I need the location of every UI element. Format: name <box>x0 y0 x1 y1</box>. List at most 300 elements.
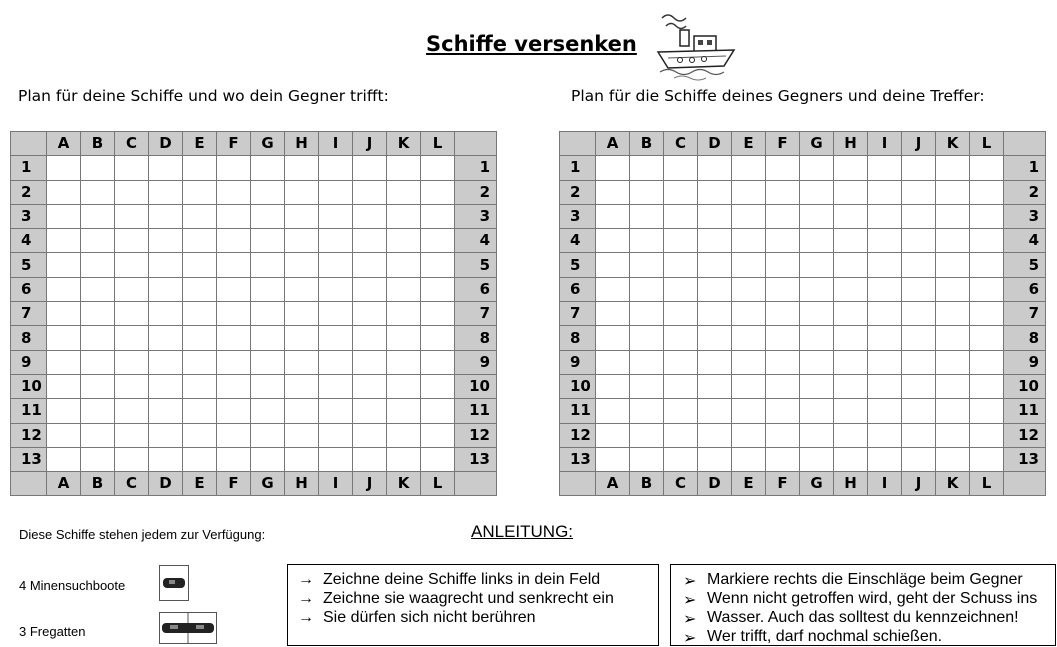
grid-cell-J8[interactable] <box>353 326 387 350</box>
grid-cell-B4[interactable] <box>630 229 664 253</box>
grid-cell-H6[interactable] <box>834 277 868 301</box>
grid-cell-J2[interactable] <box>353 180 387 204</box>
grid-cell-D6[interactable] <box>698 277 732 301</box>
grid-cell-L1[interactable] <box>421 156 455 180</box>
grid-cell-K8[interactable] <box>387 326 421 350</box>
grid-cell-G1[interactable] <box>251 156 285 180</box>
grid-cell-G11[interactable] <box>251 399 285 423</box>
grid-cell-F5[interactable] <box>766 253 800 277</box>
grid-cell-J5[interactable] <box>902 253 936 277</box>
grid-cell-G10[interactable] <box>800 374 834 398</box>
grid-cell-L9[interactable] <box>421 350 455 374</box>
grid-cell-G6[interactable] <box>800 277 834 301</box>
grid-cell-G12[interactable] <box>251 423 285 447</box>
grid-cell-E4[interactable] <box>183 229 217 253</box>
grid-cell-G12[interactable] <box>800 423 834 447</box>
grid-cell-A6[interactable] <box>47 277 81 301</box>
grid-cell-I11[interactable] <box>319 399 353 423</box>
grid-cell-J13[interactable] <box>902 447 936 471</box>
grid-cell-K4[interactable] <box>936 229 970 253</box>
grid-cell-F5[interactable] <box>217 253 251 277</box>
grid-cell-B11[interactable] <box>81 399 115 423</box>
grid-cell-A9[interactable] <box>596 350 630 374</box>
grid-cell-F8[interactable] <box>766 326 800 350</box>
grid-cell-K3[interactable] <box>936 204 970 228</box>
grid-cell-L2[interactable] <box>970 180 1004 204</box>
grid-cell-C2[interactable] <box>115 180 149 204</box>
grid-cell-F12[interactable] <box>766 423 800 447</box>
grid-cell-C10[interactable] <box>664 374 698 398</box>
grid-cell-H1[interactable] <box>285 156 319 180</box>
grid-cell-K4[interactable] <box>387 229 421 253</box>
grid-cell-D13[interactable] <box>698 447 732 471</box>
grid-cell-A4[interactable] <box>596 229 630 253</box>
grid-cell-E4[interactable] <box>732 229 766 253</box>
grid-cell-G4[interactable] <box>251 229 285 253</box>
grid-cell-E10[interactable] <box>183 374 217 398</box>
grid-cell-K7[interactable] <box>387 302 421 326</box>
grid-cell-F7[interactable] <box>766 302 800 326</box>
grid-cell-E9[interactable] <box>732 350 766 374</box>
grid-cell-C6[interactable] <box>664 277 698 301</box>
grid-cell-F3[interactable] <box>217 204 251 228</box>
grid-cell-D11[interactable] <box>698 399 732 423</box>
grid-cell-I3[interactable] <box>319 204 353 228</box>
grid-cell-F6[interactable] <box>217 277 251 301</box>
grid-cell-I13[interactable] <box>868 447 902 471</box>
grid-cell-F6[interactable] <box>766 277 800 301</box>
grid-cell-K12[interactable] <box>387 423 421 447</box>
grid-cell-K3[interactable] <box>387 204 421 228</box>
grid-cell-C1[interactable] <box>115 156 149 180</box>
grid-cell-E7[interactable] <box>732 302 766 326</box>
grid-cell-B12[interactable] <box>630 423 664 447</box>
grid-cell-E13[interactable] <box>732 447 766 471</box>
grid-cell-E11[interactable] <box>732 399 766 423</box>
grid-cell-L8[interactable] <box>421 326 455 350</box>
grid-cell-J3[interactable] <box>353 204 387 228</box>
grid-cell-D5[interactable] <box>149 253 183 277</box>
grid-cell-B7[interactable] <box>81 302 115 326</box>
grid-cell-I10[interactable] <box>319 374 353 398</box>
grid-cell-C8[interactable] <box>115 326 149 350</box>
grid-cell-E6[interactable] <box>732 277 766 301</box>
grid-cell-F4[interactable] <box>766 229 800 253</box>
grid-cell-D1[interactable] <box>698 156 732 180</box>
grid-cell-E5[interactable] <box>183 253 217 277</box>
grid-cell-B9[interactable] <box>630 350 664 374</box>
grid-cell-L4[interactable] <box>970 229 1004 253</box>
grid-cell-E5[interactable] <box>732 253 766 277</box>
grid-cell-G7[interactable] <box>800 302 834 326</box>
grid-cell-G5[interactable] <box>800 253 834 277</box>
grid-cell-B11[interactable] <box>630 399 664 423</box>
grid-cell-H9[interactable] <box>834 350 868 374</box>
grid-cell-B6[interactable] <box>630 277 664 301</box>
grid-cell-I6[interactable] <box>319 277 353 301</box>
grid-cell-J4[interactable] <box>353 229 387 253</box>
grid-cell-G9[interactable] <box>251 350 285 374</box>
grid-cell-D8[interactable] <box>698 326 732 350</box>
grid-cell-G6[interactable] <box>251 277 285 301</box>
grid-cell-C1[interactable] <box>664 156 698 180</box>
grid-cell-I4[interactable] <box>868 229 902 253</box>
grid-cell-E13[interactable] <box>183 447 217 471</box>
grid-cell-A12[interactable] <box>47 423 81 447</box>
grid-cell-A2[interactable] <box>596 180 630 204</box>
grid-cell-I2[interactable] <box>319 180 353 204</box>
grid-cell-E1[interactable] <box>732 156 766 180</box>
grid-cell-G4[interactable] <box>800 229 834 253</box>
grid-cell-H4[interactable] <box>834 229 868 253</box>
grid-cell-E8[interactable] <box>732 326 766 350</box>
grid-cell-D10[interactable] <box>698 374 732 398</box>
grid-cell-D4[interactable] <box>698 229 732 253</box>
grid-cell-H13[interactable] <box>285 447 319 471</box>
grid-cell-I9[interactable] <box>319 350 353 374</box>
grid-cell-D9[interactable] <box>149 350 183 374</box>
grid-cell-H2[interactable] <box>285 180 319 204</box>
grid-cell-C10[interactable] <box>115 374 149 398</box>
grid-cell-K13[interactable] <box>936 447 970 471</box>
grid-cell-G3[interactable] <box>800 204 834 228</box>
grid-cell-H8[interactable] <box>285 326 319 350</box>
grid-cell-J9[interactable] <box>902 350 936 374</box>
grid-cell-B9[interactable] <box>81 350 115 374</box>
grid-cell-C4[interactable] <box>115 229 149 253</box>
grid-cell-J4[interactable] <box>902 229 936 253</box>
grid-cell-F1[interactable] <box>217 156 251 180</box>
grid-cell-G10[interactable] <box>251 374 285 398</box>
grid-cell-H6[interactable] <box>285 277 319 301</box>
grid-cell-A3[interactable] <box>596 204 630 228</box>
grid-cell-A5[interactable] <box>596 253 630 277</box>
grid-cell-L6[interactable] <box>970 277 1004 301</box>
grid-cell-C2[interactable] <box>664 180 698 204</box>
grid-cell-J1[interactable] <box>902 156 936 180</box>
grid-cell-H9[interactable] <box>285 350 319 374</box>
grid-cell-G5[interactable] <box>251 253 285 277</box>
grid-cell-K10[interactable] <box>387 374 421 398</box>
grid-cell-F13[interactable] <box>217 447 251 471</box>
grid-cell-B7[interactable] <box>630 302 664 326</box>
grid-cell-I9[interactable] <box>868 350 902 374</box>
grid-cell-I3[interactable] <box>868 204 902 228</box>
grid-cell-F12[interactable] <box>217 423 251 447</box>
grid-cell-H2[interactable] <box>834 180 868 204</box>
grid-cell-E11[interactable] <box>183 399 217 423</box>
grid-cell-G8[interactable] <box>800 326 834 350</box>
grid-cell-A12[interactable] <box>596 423 630 447</box>
grid-cell-B6[interactable] <box>81 277 115 301</box>
grid-cell-K1[interactable] <box>387 156 421 180</box>
grid-cell-G13[interactable] <box>251 447 285 471</box>
grid-cell-C11[interactable] <box>115 399 149 423</box>
grid-cell-G11[interactable] <box>800 399 834 423</box>
grid-cell-F2[interactable] <box>766 180 800 204</box>
grid-cell-L1[interactable] <box>970 156 1004 180</box>
grid-cell-E12[interactable] <box>732 423 766 447</box>
grid-cell-E6[interactable] <box>183 277 217 301</box>
grid-cell-B1[interactable] <box>81 156 115 180</box>
grid-cell-J10[interactable] <box>353 374 387 398</box>
grid-cell-L4[interactable] <box>421 229 455 253</box>
grid-cell-E3[interactable] <box>183 204 217 228</box>
grid-cell-F8[interactable] <box>217 326 251 350</box>
grid-cell-A8[interactable] <box>47 326 81 350</box>
grid-cell-A10[interactable] <box>47 374 81 398</box>
grid-cell-F4[interactable] <box>217 229 251 253</box>
grid-cell-H5[interactable] <box>834 253 868 277</box>
grid-cell-L8[interactable] <box>970 326 1004 350</box>
grid-cell-J6[interactable] <box>902 277 936 301</box>
grid-cell-B13[interactable] <box>630 447 664 471</box>
grid-cell-C12[interactable] <box>664 423 698 447</box>
grid-cell-G8[interactable] <box>251 326 285 350</box>
grid-cell-F1[interactable] <box>766 156 800 180</box>
grid-cell-H7[interactable] <box>834 302 868 326</box>
grid-cell-B12[interactable] <box>81 423 115 447</box>
grid-cell-A2[interactable] <box>47 180 81 204</box>
grid-cell-K11[interactable] <box>936 399 970 423</box>
grid-cell-B2[interactable] <box>81 180 115 204</box>
grid-cell-I4[interactable] <box>319 229 353 253</box>
grid-cell-I5[interactable] <box>319 253 353 277</box>
grid-cell-A9[interactable] <box>47 350 81 374</box>
grid-cell-K6[interactable] <box>387 277 421 301</box>
grid-cell-K5[interactable] <box>936 253 970 277</box>
grid-cell-A1[interactable] <box>596 156 630 180</box>
grid-cell-G3[interactable] <box>251 204 285 228</box>
grid-cell-E7[interactable] <box>183 302 217 326</box>
grid-cell-F11[interactable] <box>217 399 251 423</box>
grid-cell-G1[interactable] <box>800 156 834 180</box>
grid-cell-L3[interactable] <box>421 204 455 228</box>
grid-cell-B10[interactable] <box>81 374 115 398</box>
grid-cell-D2[interactable] <box>698 180 732 204</box>
grid-cell-B2[interactable] <box>630 180 664 204</box>
grid-cell-K7[interactable] <box>936 302 970 326</box>
grid-cell-L3[interactable] <box>970 204 1004 228</box>
grid-cell-K1[interactable] <box>936 156 970 180</box>
grid-cell-I12[interactable] <box>868 423 902 447</box>
grid-cell-D10[interactable] <box>149 374 183 398</box>
grid-cell-D7[interactable] <box>149 302 183 326</box>
grid-cell-H11[interactable] <box>834 399 868 423</box>
grid-cell-C3[interactable] <box>664 204 698 228</box>
grid-cell-J3[interactable] <box>902 204 936 228</box>
grid-cell-A10[interactable] <box>596 374 630 398</box>
grid-cell-A1[interactable] <box>47 156 81 180</box>
grid-cell-A13[interactable] <box>596 447 630 471</box>
grid-cell-A4[interactable] <box>47 229 81 253</box>
grid-cell-D13[interactable] <box>149 447 183 471</box>
grid-cell-E10[interactable] <box>732 374 766 398</box>
grid-cell-C7[interactable] <box>115 302 149 326</box>
grid-cell-H13[interactable] <box>834 447 868 471</box>
grid-cell-J7[interactable] <box>902 302 936 326</box>
grid-cell-J10[interactable] <box>902 374 936 398</box>
grid-cell-L13[interactable] <box>970 447 1004 471</box>
grid-cell-K6[interactable] <box>936 277 970 301</box>
grid-cell-F3[interactable] <box>766 204 800 228</box>
grid-cell-E1[interactable] <box>183 156 217 180</box>
grid-cell-E8[interactable] <box>183 326 217 350</box>
grid-cell-K5[interactable] <box>387 253 421 277</box>
grid-cell-G2[interactable] <box>251 180 285 204</box>
grid-cell-I10[interactable] <box>868 374 902 398</box>
grid-cell-K2[interactable] <box>387 180 421 204</box>
grid-cell-D7[interactable] <box>698 302 732 326</box>
grid-cell-B8[interactable] <box>630 326 664 350</box>
grid-cell-D2[interactable] <box>149 180 183 204</box>
grid-cell-I11[interactable] <box>868 399 902 423</box>
grid-cell-E12[interactable] <box>183 423 217 447</box>
grid-cell-J13[interactable] <box>353 447 387 471</box>
grid-cell-A7[interactable] <box>596 302 630 326</box>
grid-cell-H4[interactable] <box>285 229 319 253</box>
grid-cell-H10[interactable] <box>834 374 868 398</box>
grid-cell-D12[interactable] <box>149 423 183 447</box>
grid-cell-D1[interactable] <box>149 156 183 180</box>
grid-cell-L6[interactable] <box>421 277 455 301</box>
grid-cell-A11[interactable] <box>596 399 630 423</box>
grid-cell-L12[interactable] <box>970 423 1004 447</box>
grid-cell-I1[interactable] <box>868 156 902 180</box>
grid-cell-H5[interactable] <box>285 253 319 277</box>
grid-cell-I8[interactable] <box>319 326 353 350</box>
grid-cell-C5[interactable] <box>664 253 698 277</box>
grid-cell-E9[interactable] <box>183 350 217 374</box>
grid-cell-K2[interactable] <box>936 180 970 204</box>
grid-cell-H8[interactable] <box>834 326 868 350</box>
grid-cell-J2[interactable] <box>902 180 936 204</box>
grid-cell-L5[interactable] <box>421 253 455 277</box>
grid-cell-I5[interactable] <box>868 253 902 277</box>
grid-cell-H12[interactable] <box>285 423 319 447</box>
grid-cell-C7[interactable] <box>664 302 698 326</box>
grid-cell-C3[interactable] <box>115 204 149 228</box>
grid-cell-B4[interactable] <box>81 229 115 253</box>
grid-cell-F10[interactable] <box>766 374 800 398</box>
grid-cell-G7[interactable] <box>251 302 285 326</box>
grid-cell-I1[interactable] <box>319 156 353 180</box>
grid-cell-A13[interactable] <box>47 447 81 471</box>
grid-cell-D3[interactable] <box>698 204 732 228</box>
grid-cell-J11[interactable] <box>353 399 387 423</box>
grid-cell-D6[interactable] <box>149 277 183 301</box>
grid-cell-C8[interactable] <box>664 326 698 350</box>
grid-cell-L12[interactable] <box>421 423 455 447</box>
grid-cell-A7[interactable] <box>47 302 81 326</box>
grid-cell-E2[interactable] <box>732 180 766 204</box>
grid-cell-D12[interactable] <box>698 423 732 447</box>
grid-cell-D5[interactable] <box>698 253 732 277</box>
grid-cell-F11[interactable] <box>766 399 800 423</box>
grid-cell-L5[interactable] <box>970 253 1004 277</box>
grid-cell-C4[interactable] <box>664 229 698 253</box>
grid-cell-B10[interactable] <box>630 374 664 398</box>
grid-cell-L2[interactable] <box>421 180 455 204</box>
grid-cell-E3[interactable] <box>732 204 766 228</box>
grid-cell-E2[interactable] <box>183 180 217 204</box>
grid-cell-I8[interactable] <box>868 326 902 350</box>
grid-cell-A3[interactable] <box>47 204 81 228</box>
grid-cell-F10[interactable] <box>217 374 251 398</box>
grid-cell-J12[interactable] <box>353 423 387 447</box>
grid-cell-B5[interactable] <box>630 253 664 277</box>
grid-cell-C9[interactable] <box>664 350 698 374</box>
grid-cell-G2[interactable] <box>800 180 834 204</box>
grid-cell-J11[interactable] <box>902 399 936 423</box>
grid-cell-L11[interactable] <box>970 399 1004 423</box>
grid-cell-J8[interactable] <box>902 326 936 350</box>
grid-cell-I12[interactable] <box>319 423 353 447</box>
grid-cell-L13[interactable] <box>421 447 455 471</box>
grid-cell-H3[interactable] <box>834 204 868 228</box>
grid-cell-B5[interactable] <box>81 253 115 277</box>
grid-cell-H10[interactable] <box>285 374 319 398</box>
grid-cell-A11[interactable] <box>47 399 81 423</box>
grid-cell-L11[interactable] <box>421 399 455 423</box>
grid-cell-K13[interactable] <box>387 447 421 471</box>
grid-cell-K8[interactable] <box>936 326 970 350</box>
grid-cell-F7[interactable] <box>217 302 251 326</box>
grid-cell-H12[interactable] <box>834 423 868 447</box>
grid-cell-B13[interactable] <box>81 447 115 471</box>
grid-cell-L10[interactable] <box>421 374 455 398</box>
grid-cell-K9[interactable] <box>387 350 421 374</box>
grid-cell-C13[interactable] <box>664 447 698 471</box>
grid-cell-H7[interactable] <box>285 302 319 326</box>
grid-cell-L10[interactable] <box>970 374 1004 398</box>
grid-cell-L7[interactable] <box>970 302 1004 326</box>
grid-cell-A5[interactable] <box>47 253 81 277</box>
grid-cell-I2[interactable] <box>868 180 902 204</box>
grid-cell-C6[interactable] <box>115 277 149 301</box>
grid-cell-C12[interactable] <box>115 423 149 447</box>
grid-cell-J7[interactable] <box>353 302 387 326</box>
grid-cell-K11[interactable] <box>387 399 421 423</box>
grid-cell-D9[interactable] <box>698 350 732 374</box>
grid-cell-G9[interactable] <box>800 350 834 374</box>
grid-cell-L7[interactable] <box>421 302 455 326</box>
grid-cell-C9[interactable] <box>115 350 149 374</box>
grid-cell-C5[interactable] <box>115 253 149 277</box>
grid-cell-A6[interactable] <box>596 277 630 301</box>
grid-cell-K9[interactable] <box>936 350 970 374</box>
grid-cell-B8[interactable] <box>81 326 115 350</box>
grid-cell-K10[interactable] <box>936 374 970 398</box>
grid-cell-D11[interactable] <box>149 399 183 423</box>
grid-cell-C11[interactable] <box>664 399 698 423</box>
grid-cell-J5[interactable] <box>353 253 387 277</box>
grid-cell-F13[interactable] <box>766 447 800 471</box>
grid-cell-B3[interactable] <box>81 204 115 228</box>
grid-cell-H1[interactable] <box>834 156 868 180</box>
grid-cell-D3[interactable] <box>149 204 183 228</box>
grid-cell-C13[interactable] <box>115 447 149 471</box>
grid-cell-F2[interactable] <box>217 180 251 204</box>
grid-cell-H11[interactable] <box>285 399 319 423</box>
grid-cell-B1[interactable] <box>630 156 664 180</box>
grid-cell-F9[interactable] <box>766 350 800 374</box>
grid-cell-D4[interactable] <box>149 229 183 253</box>
grid-cell-J12[interactable] <box>902 423 936 447</box>
grid-cell-G13[interactable] <box>800 447 834 471</box>
grid-cell-L9[interactable] <box>970 350 1004 374</box>
grid-cell-I13[interactable] <box>319 447 353 471</box>
